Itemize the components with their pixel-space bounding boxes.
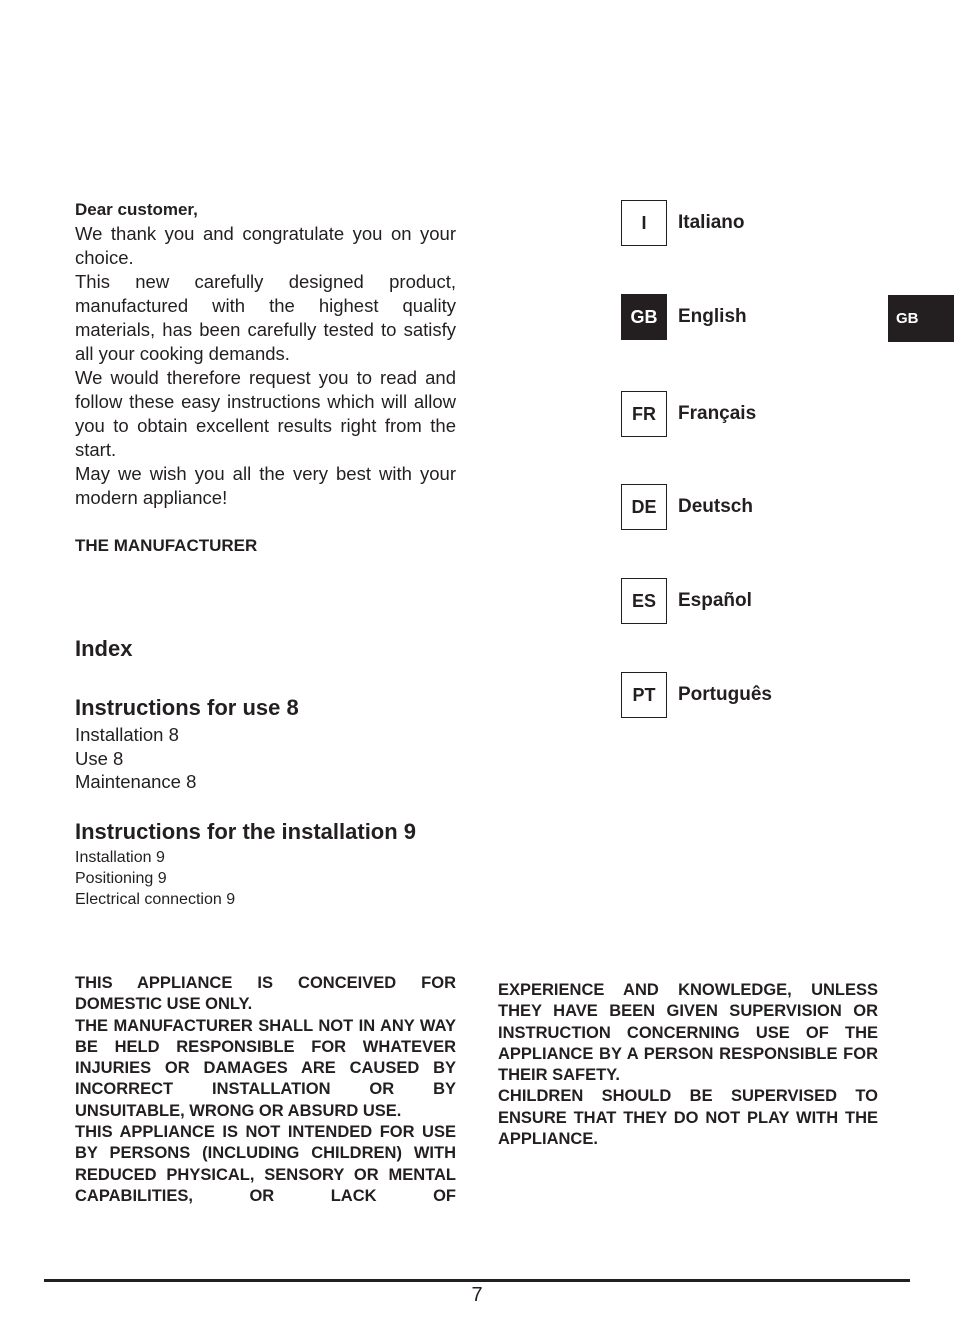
index-item[interactable]: Installation 9: [75, 848, 165, 866]
warning-paragraph: EXPERIENCE AND KNOWLEDGE, UNLESS THEY HAVE BEEN GIVEN SUPERVISION OR INSTRUCTION CONCERNING USE OF THE APPLIANCE BY A PERSON RESPONSIBLE FOR THEIR SAFETY.: [498, 981, 878, 1085]
language-name: Deutsch: [678, 496, 753, 517]
language-name: Español: [678, 590, 752, 611]
index: [75, 634, 475, 910]
language-item-francais[interactable]: [621, 391, 881, 439]
index-section-title[interactable]: Instructions for use 8: [75, 695, 299, 720]
language-side-tab: GB: [888, 295, 954, 342]
warning-paragraph: CHILDREN SHOULD BE SUPERVISED TO ENSURE THAT THEY DO NOT PLAY WITH THE APPLIANCE.: [498, 1087, 878, 1149]
warning-left-column: [75, 973, 456, 1207]
footer-rule: [44, 1279, 910, 1282]
intro-paragraph-2: This new carefully designed product, manufactured with the highest quality materials, has been carefully tested to satisfy all your cooking demands.: [75, 271, 456, 364]
language-item-english[interactable]: [621, 294, 881, 342]
warning-paragraph: THIS APPLIANCE IS NOT INTENDED FOR USE BY PERSONS (INCLUDING CHILDREN) WITH REDUCED PHYSICAL, SENSORY OR MENTAL CAPABILITIES, OR LACK OF: [75, 1123, 456, 1205]
language-name: English: [678, 306, 747, 327]
language-name: Português: [678, 684, 772, 705]
index-item[interactable]: Use 8: [75, 747, 124, 769]
language-item-deutsch[interactable]: [621, 484, 881, 532]
index-title: Index: [75, 636, 133, 661]
language-code-box: GB: [621, 294, 667, 340]
warning-paragraph: THE MANUFACTURER SHALL NOT IN ANY WAY BE HELD RESPONSIBLE FOR WHATEVER INJURIES OR DAMAGES ARE CAUSED BY INCORRECT INSTALLATION OR BY UNSUITABLE, WRONG OR ABSURD USE.: [75, 1016, 456, 1120]
signature: THE MANUFACTURER: [75, 536, 258, 555]
index-item[interactable]: Electrical connection 9: [75, 890, 236, 908]
language-name: Italiano: [678, 212, 745, 233]
index-section-title[interactable]: Instructions for the installation 9: [75, 818, 417, 844]
warning-right-column: [498, 980, 878, 1150]
intro-letter: [75, 198, 456, 558]
warning-paragraph: THIS APPLIANCE IS CONCEIVED FOR DOMESTIC USE ONLY.: [75, 974, 456, 1014]
language-item-portugues[interactable]: [621, 672, 881, 720]
intro-paragraph-3: We would therefore request you to read and follow these easy instructions which will allow you to obtain excellent results right from the start.: [75, 367, 456, 460]
greeting: Dear customer,: [75, 200, 198, 219]
language-code-box: FR: [621, 391, 667, 437]
language-code-box: PT: [621, 672, 667, 718]
language-name: Français: [678, 403, 757, 424]
index-item[interactable]: Installation 8: [75, 724, 179, 745]
intro-paragraph-4: May we wish you all the very best with your modern appliance!: [75, 463, 456, 508]
intro-paragraph-1: We thank you and congratulate you on your choice.: [75, 223, 456, 268]
language-code-box: ES: [621, 578, 667, 624]
page-number: 7: [471, 1284, 483, 1306]
language-item-italiano[interactable]: [621, 200, 881, 248]
language-code-box: I: [621, 200, 667, 246]
language-code-box: DE: [621, 484, 667, 530]
language-item-espanol[interactable]: [621, 578, 881, 626]
index-item[interactable]: Positioning 9: [75, 869, 167, 887]
index-item[interactable]: Maintenance 8: [75, 771, 197, 792]
